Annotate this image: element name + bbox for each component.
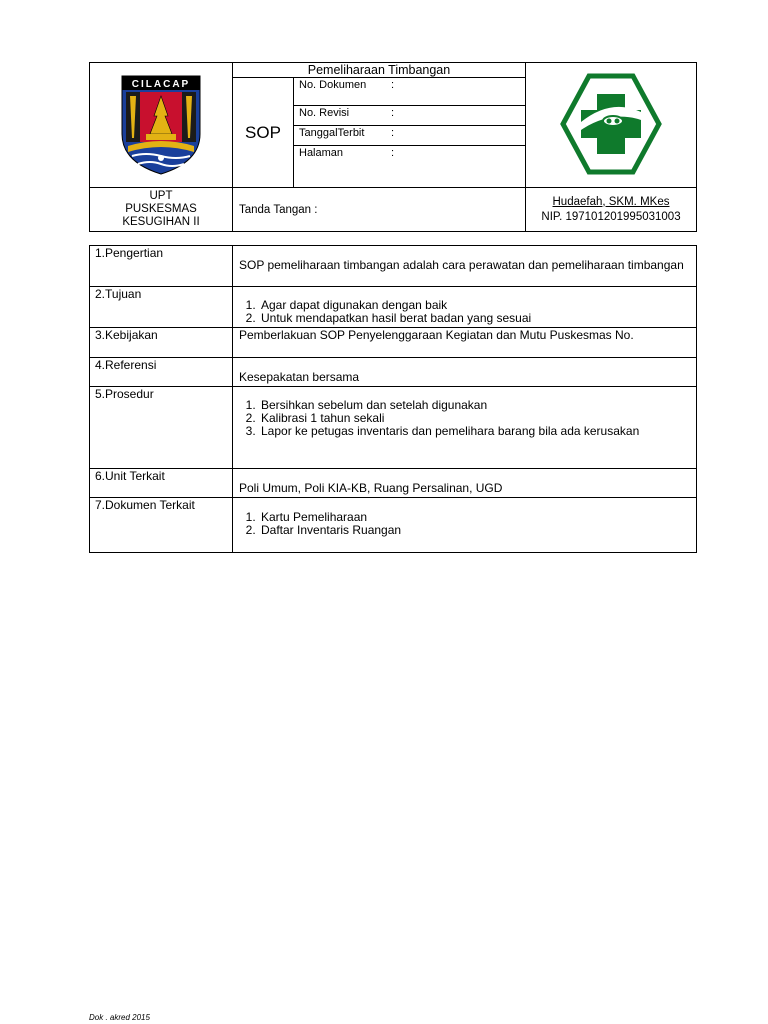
- meta-sep: :: [391, 147, 395, 159]
- section-text: SOP pemeliharaan timbangan adalah cara perawatan dan pemeliharaan timbangan: [233, 246, 697, 287]
- section-label: 4.Referensi: [90, 358, 233, 387]
- meta-no-revisi: [294, 106, 526, 126]
- list-item: 1. Agar dapat digunakan dengan baik: [259, 299, 690, 312]
- puskesmas-logo-cell: [526, 63, 697, 188]
- list-item: 2. Untuk mendapatkan hasil berat badan yang sesuai: [259, 312, 690, 325]
- cilacap-emblem-icon: [116, 72, 206, 176]
- section-label: 5.Prosedur: [90, 387, 233, 469]
- section-label: 7.Dokumen Terkait: [90, 498, 233, 553]
- list-item: 1. Bersihkan sebelum dan setelah digunakan: [259, 399, 690, 412]
- list-item: 2. Daftar Inventaris Ruangan: [259, 524, 690, 537]
- section-list: [233, 498, 697, 553]
- meta-sep: :: [391, 107, 395, 119]
- section-text: Pemberlakuan SOP Penyelenggaraan Kegiatan dan Mutu Puskesmas No.: [233, 328, 697, 358]
- meta-label: No. Dokumen: [299, 79, 367, 91]
- meta-halaman: [294, 146, 526, 188]
- section-list: [233, 287, 697, 328]
- puskesmas-logo-icon: [559, 72, 663, 176]
- emblem-text: CILACAP: [131, 78, 191, 90]
- section-label: 1.Pengertian: [90, 246, 233, 287]
- meta-label: No. Revisi: [299, 107, 350, 119]
- meta-no-dokumen: [294, 78, 526, 106]
- head-signature-block: [526, 188, 697, 232]
- sop-label: SOP: [233, 78, 294, 188]
- section-label: 6.Unit Terkait: [90, 469, 233, 498]
- sop-content-table: [89, 245, 697, 553]
- head-nip: NIP. 197101201995031003: [541, 210, 681, 223]
- section-label: 2.Tujuan: [90, 287, 233, 328]
- section-text: Poli Umum, Poli KIA-KB, Ruang Persalinan, UGD: [233, 469, 697, 498]
- footer-note: Dok . akred 2015: [89, 1013, 150, 1022]
- meta-sep: :: [391, 79, 395, 91]
- section-label: 3.Kebijakan: [90, 328, 233, 358]
- meta-label: Halaman: [299, 147, 344, 159]
- list-item: 3. Lapor ke petugas inventaris dan pemelihara barang bila ada kerusakan: [259, 425, 690, 438]
- list-item: 1. Kartu Pemeliharaan: [259, 511, 690, 524]
- meta-tanggal-terbit: [294, 126, 526, 146]
- signature-label: Tanda Tangan :: [233, 188, 526, 232]
- section-list: [233, 387, 697, 469]
- meta-sep: :: [391, 127, 395, 139]
- district-emblem-cell: [90, 63, 233, 188]
- section-text: Kesepakatan bersama: [233, 358, 697, 387]
- org-line: UPT: [149, 190, 173, 202]
- head-name: Hudaefah, SKM. MKes: [552, 195, 670, 208]
- sop-header-table: [89, 62, 697, 232]
- org-line: KESUGIHAN II: [122, 216, 200, 228]
- organization-name: [90, 188, 233, 232]
- document-title: Pemeliharaan Timbangan: [233, 63, 526, 78]
- meta-label: TanggalTerbit: [299, 127, 365, 139]
- org-line: PUSKESMAS: [125, 203, 197, 215]
- list-item: 2. Kalibrasi 1 tahun sekali: [259, 412, 690, 425]
